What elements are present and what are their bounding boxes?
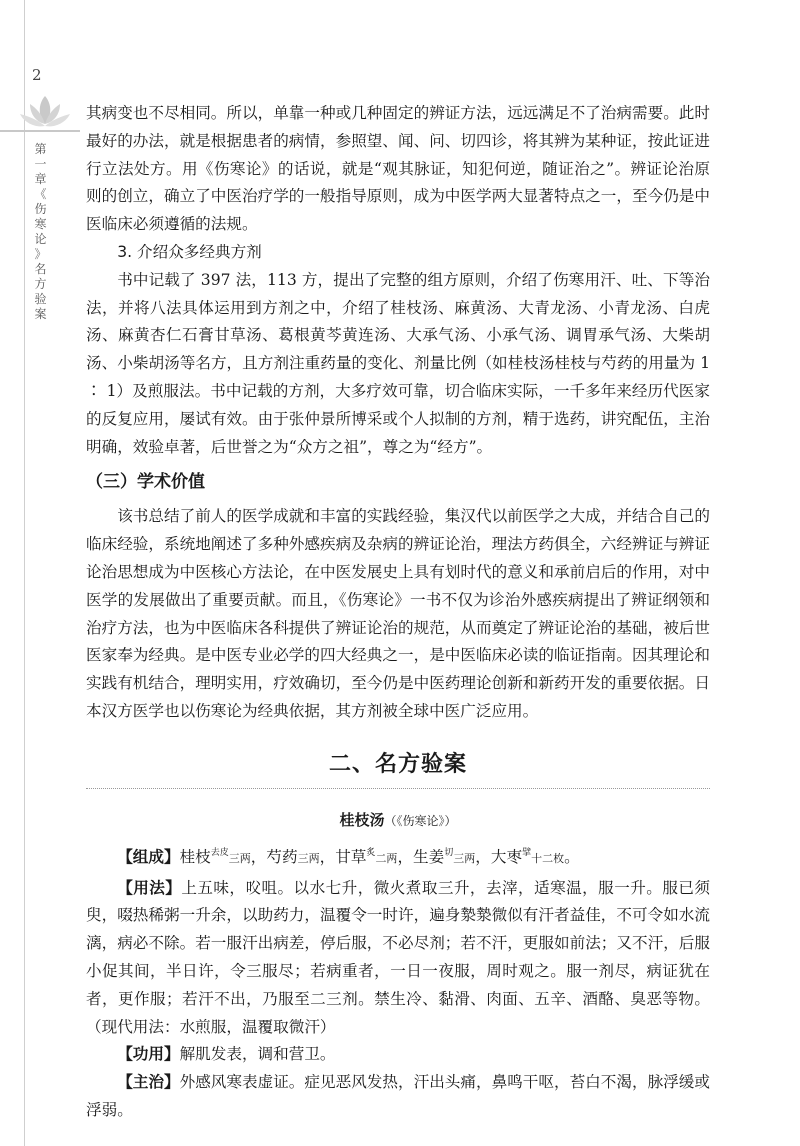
page-number: 2 (32, 66, 42, 84)
paragraph-syndrome-differentiation: 其病变也不尽相同。所以，单靠一种或几种固定的辨证方法，远远满足不了治病需要。此时最好的办法，就是根据患者的病情，参照望、闻、问、切四诊，将其辨为某种证，按此证进行立法处方。用《伤寒论》的话说，就是“观其脉证，知犯何逆，随证治之”。辨证论治原则的创立，确立了中医治疗学的一般指导原则，成为中医学两大显著特点之一，至今仍是中医临床必须遵循的法规。 (86, 104, 710, 234)
paragraph-formulas: 书中记载了 397 法，113 方，提出了完整的组方原则，介绍了伤寒用汗、吐、下等治法，并将八法具体运用到方剂之中，介绍了桂枝汤、麻黄汤、大青龙汤、小青龙汤、白虎汤、麻黄杏仁石膏甘草汤、葛根黄芩黄连汤、大承气汤、小承气汤、调胃承气汤、大柴胡汤、小柴胡汤等名方，且方剂注重药量的变化、剂量比例（如桂枝汤桂枝与芍药的用量为 1 ∶ 1）及煎服法。书中记载的方剂，大多疗效可靠，切合临床实际，一千多年来经历代医家的反复应用，屡试有效。由于张仲景所博采或个人拟制的方剂，精于选药，讲究配伍，主治明确，效验卓著，后世誉之为“众方之祖”，尊之为“经方”。 (86, 270, 710, 456)
lotus-icon (18, 92, 72, 132)
function-line: 【功用】解肌发表，调和营卫。 (117, 1045, 336, 1064)
margin-rule (24, 0, 25, 1146)
formula-title (86, 803, 710, 838)
chapter-section-title: 二、名方验案 (328, 750, 467, 777)
page-content (86, 100, 710, 1125)
composition-line: 【组成】桂枝$^{去皮}$三两，芍药三两，甘草$^炙$二两，生姜$^切$三两，大枣$^擘$十二枚。 (117, 847, 580, 866)
composition-tag: 【组成】 (117, 847, 180, 866)
subheading-classic-formulas: 3. 介绍众多经典方剂 (117, 242, 262, 261)
section-heading-academic-value: （三）学术价值 (86, 472, 205, 493)
header-rule (0, 130, 80, 132)
chapter-vertical-label: 第 一 章 《 伤 寒 论 》 名 方 验 案 (34, 142, 48, 321)
formula-name: 桂枝汤 (339, 810, 385, 829)
indication-paragraph: 【主治】外感风寒表虚证。症见恶风发热，汗出头痛，鼻鸣干呕，苔白不渴，脉浮缓或浮弱。 (86, 1073, 710, 1119)
paragraph-academic-value: 该书总结了前人的医学成就和丰富的实践经验，集汉代以前医学之大成，并结合自己的临床经验，系统地阐述了多种外感疾病及杂病的辨证论治，理法方药俱全，六经辨证与辨证论治思想成为中医核心方法论，在中医发展史上具有划时代的意义和承前启后的作用，对中医学的发展做出了重要贡献。而且，《伤寒论》一书不仅为诊治外感疾病提出了辨证纲领和治疗方法，也为中医临床各科提供了辨证论治的规范，从而奠定了辨证论治的基础，被后世医家奉为经典。是中医专业必学的四大经典之一，是中医临床必读的临证指南。因其理论和实践有机结合，理明实用，疗效确切，至今仍是中医药理论创新和新药开发的重要依据。日本汉方医学也以伤寒论为经典依据，其方剂被全球中医广泛应用。 (86, 507, 710, 720)
usage-tag: 【用法】 (117, 878, 182, 897)
function-tag: 【功用】 (117, 1045, 180, 1064)
formula-source: （《伤寒论》） (384, 813, 457, 828)
indication-tag: 【主治】 (117, 1073, 180, 1092)
usage-paragraph: 【用法】上五味，㕮咀。以水七升，微火煮取三升，去滓，适寒温，服一升。服已须臾，啜热稀粥一升余，以助药力，温覆令一时许，遍身漐漐微似有汗者益佳，不可令如水流漓，病必不除。若一服汗出病差，停后服，不必尽剂；若不汗，更服如前法；又不汗，后服小促其间，半日许，令三服尽；若病重者，一日一夜服，周时观之。服一剂尽，病证犹在者，更作服；若汗不出，乃服至二三剂。禁生冷、黏滑、肉面、五辛、酒酪、臭恶等物。（现代用法：水煎服，温覆取微汗） (86, 878, 710, 1036)
dotted-divider (86, 788, 710, 789)
